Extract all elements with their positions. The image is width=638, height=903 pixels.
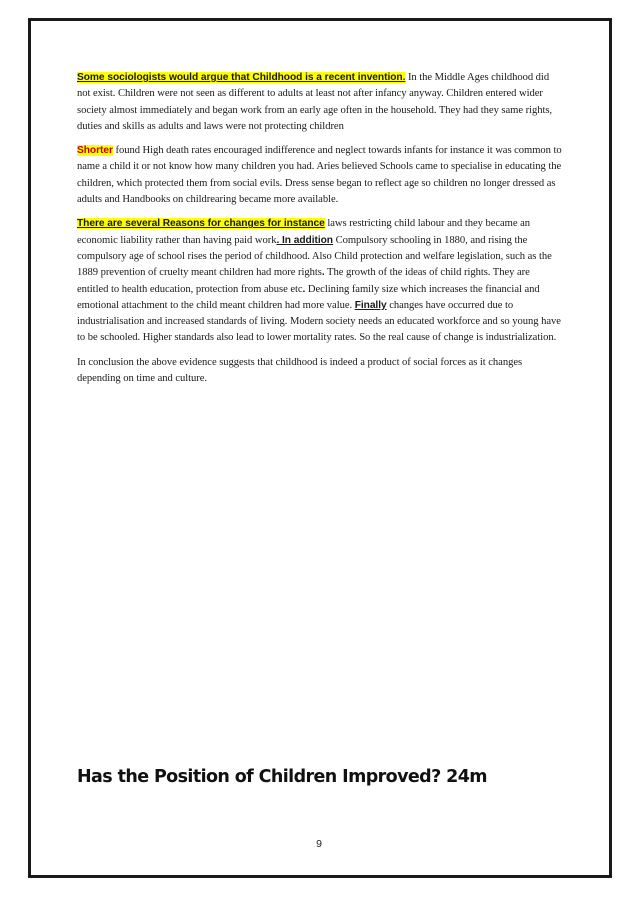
paragraph-text: In the Middle Ages childhood did not exist. Children were not seen as different to adults at least not after infancy anyway. Children entered wider society almost immediately and began work from an early age often in the household. They had they same rights, duties and skills as adults and laws were not protecting children (77, 72, 553, 132)
paragraph-text: laws restricting child labour and they became an economic liability rather than having paid work (77, 218, 531, 246)
paragraph-text: found High death rates encouraged indifference and neglect towards infants for instance it was common to name a child it or not know how many children you had. Aries believed Schools came to specialise in educating the children, which protected them from social evils. Dress sense began to reflect age so children no longer dressed as adults and Handbooks on childrearing became more available. (77, 145, 562, 206)
paragraph-text: Declining family size which increases the financial and emotional attachment to the child meant children had more value. (77, 283, 540, 311)
sentence-mark: . (302, 283, 306, 295)
connective-in-addition: . In addition (276, 234, 333, 246)
highlighted-reasons: There are several Reasons for changes for instance (77, 218, 325, 230)
highlighted-claim: Some sociologists would argue that Childhood is a recent invention. (77, 72, 406, 83)
highlighted-author: Shorter (77, 145, 113, 157)
paragraph-conclusion: In conclusion the above evidence suggests that childhood is indeed a product of social forces as it changes depending on time and culture. (77, 356, 523, 385)
paragraph-reasons (77, 216, 563, 346)
page-number: 9 (316, 838, 322, 850)
paragraph-text: Compulsory schooling in 1880, and rising the compulsory age of school rises the period of childhood. Also Child protection and welfare legislation, such as the 1889 prevention of cruelty meant children had more rights (77, 234, 552, 279)
connective-finally: Finally (354, 299, 387, 311)
paragraph-childhood-invention (77, 70, 563, 135)
section-heading: Has the Position of Children Improved? 24m (77, 767, 487, 787)
document-body (77, 70, 563, 395)
paragraph-shorter (77, 143, 563, 208)
paragraph-text: changes have occurred due to industrialisation and increased standards of living. Modern society needs an educated workforce and so young have to be schooled. Higher standards also lead to lower mortality rates. So the real cause of change is industrialization. (77, 299, 561, 344)
sentence-mark: . (321, 267, 325, 279)
paragraph-text: The growth of the ideas of child rights. They are entitled to health education, protection from abuse etc (77, 267, 530, 295)
